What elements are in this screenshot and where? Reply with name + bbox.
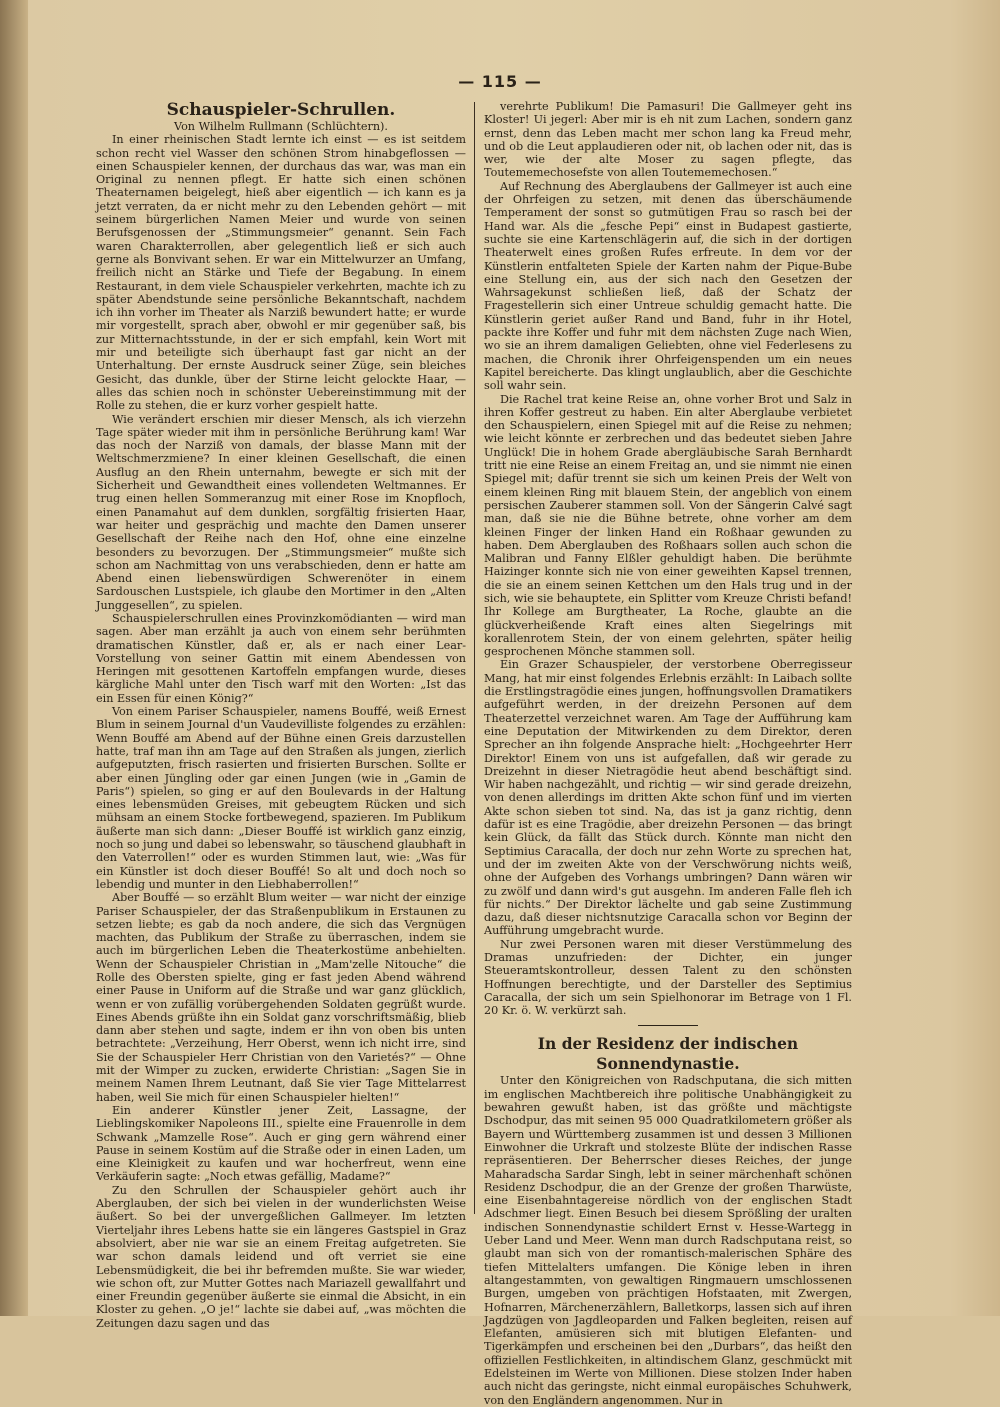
article-title: In der Residenz der indischen Sonnendynastie. xyxy=(537,1034,799,1074)
paragraph: Zu den Schrullen der Schauspieler gehört auch ihr Aberglauben, der sich bei vielen in der wunderlichsten Weise äußert. So bei der unvergeßlichen Gallmeyer. Im letzten Vierteljahr ihres Lebens hatte sie ein längeres Gastspiel in Graz absolviert, aber nie war sie an einem Freitag aufgetreten. Sie war schon damals leidend und oft verriet sie eine Lebensmüdigkeit, die bei ihr befremden mußte. Sie war wieder, wie schon oft, zur Mutter Gottes nach Mariazell gewallfahrt und einer Freundin gegenüber äußerte sie einmal die Absicht, in ein Kloster zu gehen. „O je!“ lachte sie dabei auf, „was möchten die Zeitungen dazu sagen und das xyxy=(96,1183,466,1330)
paragraph: Ein Grazer Schauspieler, der verstorbene Oberregisseur Mang, hat mir einst folgendes Erlebnis erzählt: In Laibach sollte die Erstlingstragödie eines jungen, hoffnungsvollen Dramatikers aufgeführt werden, in der dreizehn Personen auf dem Theaterzettel verzeichnet waren. Am Tage der Aufführung kam eine Deputation der Mitwirkenden zu dem Direktor, deren Sprecher an ihn folgende Ansprache hielt: „Hochgeehrter Herr Direktor! Einem von uns ist aufgefallen, daß wir gerade zu Dreizehnt in dieser Nietragödie heut abend beschäftigt sind. Wir haben nachgezählt, und richtig — wir sind gerade dreizehn, von denen allerdings im dritten Akte schon fünf und im vierten Akte schon sieben tot sind. Na, das ist ja ganz richtig, denn dafür ist es eine Tragödie, aber dreizehn Personen — das bringt kein Glück, da fällt das Stück durch. Könnte man nicht den Septimius Caracalla, der doch nur zehn Worte zu sprechen hat, und der im zweiten Akte von der Verschwörung nichts weiß, ohne der Aufgeben des Vorhangs umbringen? Dann wären wir zu zwölf und dann wird's gut ausgehn. Im anderen Falle fleh ich für nichts.“ Der Direktor lächelte und gab seine Zustimmung dazu, daß dieser nichtsnutzige Caracalla schon vor Beginn der Aufführung umgebracht wurde. xyxy=(484,658,852,938)
paragraph: Die Rachel trat keine Reise an, ohne vorher Brot und Salz in ihren Koffer gestreut zu haben. Ein alter Aberglaube verbietet den Schauspielern, einen Spiegel mit auf die Reise zu nehmen; wie leicht könnte er zerbrechen und das bedeutet sieben Jahre Unglück! Die in hohem Grade abergläubische Sarah Bernhardt tritt nie eine Reise an einem Freitag an, und sie nimmt nie einen Spiegel mit; dafür trennt sie sich um keinen Preis der Welt von einem kleinen Ring mit blauem Stein, der angeblich von einem persischen Zauberer stammen soll. Von der Sängerin Calvé sagt man, daß sie nie die Bühne betrete, ohne vorher am dem kleinen Finger der linken Hand ein Roßhaar gewunden zu haben. Dem Aberglauben des Roßhaars sollen auch schon die Malibran und Fanny Elßler gehuldigt haben. Die berühmte Haizinger konnte sich nie von einer geweihten Kapsel trennen, die sie an einem seinen Kettchen um den Hals trug und in der sich, wie sie behauptete, ein Splitter vom Kreuze Christi befand! Ihr Kollege am Burgtheater, La Roche, glaubte an die glückverheißende Kraft eines alten Siegelrings mit korallenrotem Stein, der von einem gelehrten, später heilig gesprochenen Mönche stammen soll. xyxy=(484,392,852,659)
paragraph: Unter den Königreichen von Radschputana, die sich mitten im englischen Machtbereich ihre politische Unabhängigkeit zu bewahren gewußt haben, ist das größte und mächtigste Dschodpur, das mit seinen 95 000 Quadratkilometern größer als Bayern und Württemberg zusammen ist und dessen 3 Millionen Einwohner die Urkraft und stolzeste Blüte der indischen Rasse repräsentieren. Der Beherrscher dieses Reiches, der junge Maharadscha Sardar Singh, lebt in seiner märchenhaft schönen Residenz Dschodpur, die an der Grenze der großen Tharwüste, eine Eisenbahntagereise nördlich von der englischen Stadt Adschmer liegt. Einen Besuch bei diesem Sprößling der uralten indischen Sonnendynastie schildert Ernst v. Hesse-Wartegg in Ueber Land und Meer. Wenn man durch Radschputana reist, so glaubt man sich von der romantisch-malerischen Sphäre des tiefen Mittelalters umfangen. Die Könige leben in ihren altangestammten, von gewaltigen Ringmauern umschlossenen Burgen, umgeben von prächtigen Hofstaaten, mit Zwergen, Hofnarren, Märchenerzählern, Balletkorps, lassen sich auf ihren Jagdzügen von Jagdleoparden und Falken begleiten, reisen auf Elefanten, amüsieren sich mit blutigen Elefanten- und Tigerkämpfen und erscheinen bei den „Durbars“, das heißt den offiziellen Festlichkeiten, in altindischem Glanz, geschmückt mit Edelsteinen im Werte von Millionen. Diese stolzen Inder haben auch nicht das geringste, nicht einmal europäisches Schuhwerk, von den Engländern angenommen. Nur in xyxy=(484,1074,852,1407)
paragraph: verehrte Publikum! Die Pamasuri! Die Gallmeyer geht ins Kloster! Ui jegerl: Aber mir is eh nit zum Lachen, sondern ganz ernst, denn das Leben macht mer schon lang ka Freud mehr, und ob die Leut applaudieren oder nit, ob lachen oder nit, das is wer, wie der alte Moser zu sagen pflegte, das Toutememechosefste von allen Toutememechosen.“ xyxy=(484,100,852,180)
paragraph: Ein anderer Künstler jener Zeit, Lassagne, der Lieblingskomiker Napoleons III., spielte eine Frauenrolle in dem Schwank „Mamzelle Rose“. Auch er ging gern während einer Pause in seinem Kostüm auf die Straße oder in einen Laden, um eine Kleinigkeit zu kaufen und war hocherfreut, wenn eine Verkäuferin sagte: „Noch etwas gefällig, Madame?“ xyxy=(96,1103,466,1184)
left-column xyxy=(96,100,466,1330)
article-separator xyxy=(638,1025,698,1026)
paragraph: Nur zwei Personen waren mit dieser Verstümmelung des Dramas unzufrieden: der Dichter, ein junger Steueramtskontrolleur, dessen Talent zu den schönsten Hoffnungen berechtigte, und der Darsteller des Septimius Caracalla, der sich um sein Spielhonorar im Betrage von 1 Fl. 20 Kr. ö. W. verkürzt sah. xyxy=(484,937,852,1018)
article-title: Schauspieler-Schrullen. xyxy=(166,100,396,120)
binding-gutter xyxy=(0,0,28,1316)
page-number: — 115 — xyxy=(458,72,542,91)
paragraph: Auf Rechnung des Aberglaubens der Gallmeyer ist auch eine der Ohrfeigen zu setzen, mit denen das überschäumende Temperament der sonst so gutmütigen Frau so rasch bei der Hand war. Als die „fesche Pepi“ einst in Budapest gastierte, suchte sie eine Kartenschlägerin auf, die sich in der dortigen Theaterwelt eines großen Rufes erfreute. In dem vor der Künstlerin entfalteten Spiele der Karten nahm der Pique-Bube eine Stellung ein, aus der sich nach den Gesetzen der Wahrsagekunst schließen ließ, daß der Schatz der Fragestellerin sich einer Untreue schuldig gemacht hatte. Die Künstlerin geriet außer Rand und Band, fuhr in ihr Hotel, packte ihre Koffer und fuhr mit dem nächsten Zuge nach Wien, wo sie an ihrem damaligen Geliebten, ohne viel Federlesens zu machen, die Chronik ihrer Ohrfeigenspenden um ein neues Kapitel bereicherte. Das klingt unglaublich, aber die Geschichte soll wahr sein. xyxy=(484,179,852,393)
paragraph: In einer rheinischen Stadt lernte ich einst — es ist seitdem schon recht viel Wasser den schönen Strom hinabgeflossen — einen Schauspieler kennen, der durchaus das war, was man ein Original zu nennen pflegt. Er hatte sich einen schönen Theaternamen beigelegt, hieß aber eigentlich — ich kann es ja jetzt verraten, da er nicht mehr zu den Lebenden gehört — mit seinem bürgerlichen Namen Meier und wurde von seinen Berufsgenossen der „Stimmungsmeier“ genannt. Sein Fach waren Charakterrollen, aber gelegentlich ließ er sich auch gerne als Bonvivant sehen. Er war ein Mittelwurzer an Umfang, freilich nicht an Stärke und Tiefe der Begabung. In einem Restaurant, in dem viele Schauspieler verkehrten, machte ich zu später Abendstunde seine persönliche Bekanntschaft, nachdem ich ihn vorher im Theater als Narziß bewundert hatte; er wurde mir vorgestellt, sprach aber, obwohl er mir gegenüber saß, bis zur Mitternachtsstunde, in der er sich empfahl, kein Wort mit mir und beteiligte sich überhaupt fast gar nicht an der Unterhaltung. Der ernste Ausdruck seiner Züge, sein bleiches Gesicht, das dunkle, über der Stirne leicht gelockte Haar, — alles das schien noch in schönster Uebereinstimmung mit der Rolle zu stehen, die er kurz vorher gespielt hatte. xyxy=(96,133,466,413)
paragraph: Von einem Pariser Schauspieler, namens Bouffé, weiß Ernest Blum in seinem Journal d'un Vaudevilliste folgendes zu erzählen: Wenn Bouffé am Abend auf der Bühne einen Greis darzustellen hatte, traf man ihn am Tage auf den Straßen als jungen, zierlich aufgeputzten, frisch rasierten und frisierten Burschen. Sollte er aber einen Jüngling oder gar einen Jungen (wie in „Gamin de Paris“) spielen, so ging er auf den Boulevards in der Haltung eines lebensmüden Greises, mit gebeugtem Rücken und sich mühsam an einem Stocke fortbewegend, spazieren. Im Publikum äußerte man sich dann: „Dieser Bouffé ist wirklich ganz einzig, noch so jung und dabei so lebenswahr, so täuschend glaubhaft in den Vaterrollen!“ oder es wurden Stimmen laut, wie: „Was für ein Künstler ist doch dieser Bouffé! So alt und doch noch so lebendig und munter in den Liebhaberrollen!“ xyxy=(96,705,466,891)
column-rule xyxy=(474,102,475,1214)
paragraph: Schauspielerschrullen eines Provinzkomödianten — wird man sagen. Aber man erzählt ja auch von einem sehr berühmten dramatischen Künstler, daß er, als er nach einer Lear-Vorstellung von seiner Gattin mit einem Abendessen von Heringen mit gesottenen Kartoffeln empfangen wurde, dieses kärgliche Mahl unter den Tisch warf mit den Worten: „Ist das ein Essen für einen König?“ xyxy=(96,611,466,705)
article-byline: Von Wilhelm Rullmann (Schlüchtern). xyxy=(174,120,388,133)
right-column xyxy=(484,100,852,1407)
paragraph: Wie verändert erschien mir dieser Mensch, als ich vierzehn Tage später wieder mit ihm in persönliche Berührung kam! War das noch der Narziß von damals, der blasse Mann mit der Weltschmerzmiene? In einer kleinen Gesellschaft, die einen Ausflug an den Rhein unternahm, bewegte er sich mit der Sicherheit und Gewandtheit eines vollendeten Weltmannes. Er trug einen hellen Sommeranzug mit einer Rose im Knopfloch, einen Panamahut auf dem dunklen, sorgfältig frisierten Haar, war heiter und gesprächig und machte den Damen unserer Gesellschaft der Reihe nach den Hof, ohne eine einzelne besonders zu bevorzugen. Der „Stimmungsmeier“ mußte sich schon am Nachmittag von uns verabschieden, denn er hatte am Abend einen liebenswürdigen Schwerenöter in einem Sardouschen Lustspiele, ich glaube den Mortimer in den „Alten Junggesellen“, zu spielen. xyxy=(96,412,466,612)
paragraph: Aber Bouffé — so erzählt Blum weiter — war nicht der einzige Pariser Schauspieler, der das Straßenpublikum in Erstaunen zu setzen liebte; es gab da noch andere, die sich das Vergnügen machten, das Publikum der Straße zu überraschen, indem sie auch im bürgerlichen Leben die Theaterkostüme anbehielten. Wenn der Schauspieler Christian in „Mam'zelle Nitouche“ die Rolle des Obersten spielte, ging er fast jeden Abend während einer Pause in Uniform auf die Straße und war ganz glücklich, wenn er von zufällig vorübergehenden Soldaten gegrüßt wurde. Eines Abends grüßte ihn ein Soldat ganz vorschriftsmäßig, blieb dann aber stehen und sagte, indem er ihn von oben bis unten betrachtete: „Verzeihung, Herr Oberst, wenn ich nicht irre, sind Sie der Schauspieler Herr Christian von den Varietés?“ — Ohne mit der Wimper zu zucken, erwiderte Christian: „Sagen Sie in meinem Namen Ihrem Leutnant, daß Sie vier Tage Mittelarrest haben, weil Sie mich für einen Schauspieler hielten!“ xyxy=(96,891,466,1104)
